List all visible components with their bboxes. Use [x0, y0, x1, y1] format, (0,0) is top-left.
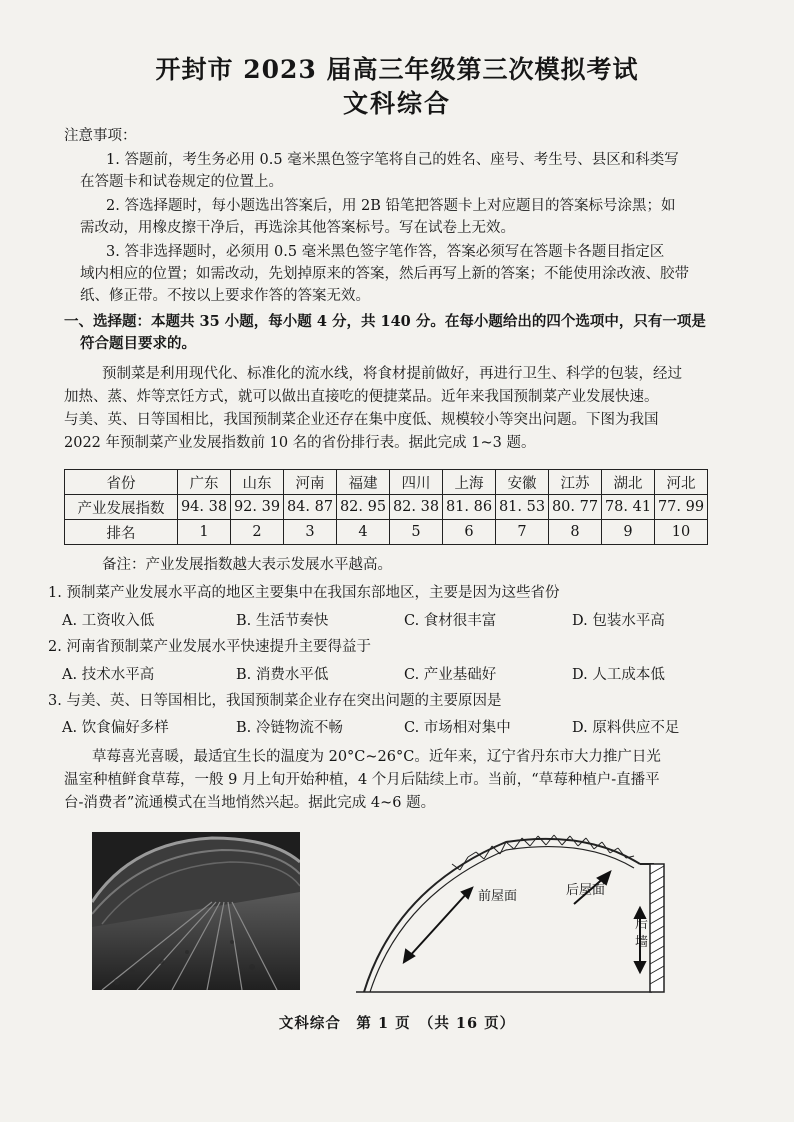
passage-2-line-3: 台-消费者”流通模式在当地悄然兴起。据此完成 4~6 题。 [64, 795, 436, 811]
rank-cell: 6 [443, 520, 496, 545]
front-roof-inner-arc [370, 847, 634, 992]
notice-heading: 注意事项： [64, 128, 137, 144]
q2-option-d[interactable]: D. 人工成本低 [572, 667, 665, 683]
front-roof-arc [364, 839, 640, 992]
q1-option-c[interactable]: C. 食材很丰富 [404, 613, 497, 629]
greenhouse-cross-section [356, 828, 676, 1000]
passage-2-line-2: 温室种植鲜食草莓，一般 9 月上旬开始种植，4 个月后陆续上市。当前，“草莓种植户-直播平 [64, 772, 660, 788]
exam-subtitle: 文科综合 [342, 89, 451, 118]
index-cell: 81. 86 [443, 495, 496, 520]
rank-cell: 8 [549, 520, 602, 545]
passage-1-line-4: 2022 年预制菜产业发展指数前 10 名的省份排行表。据此完成 1~3 题。 [64, 435, 536, 451]
rank-cell: 5 [390, 520, 443, 545]
province-cell: 安徽 [496, 470, 549, 495]
notice-item-2-cont: 需改动，用橡皮擦干净后，再选涂其他答案标号。写在试卷上无效。 [80, 220, 515, 236]
notice-item-2: 2. 答选择题时，每小题选出答案后，用 2B 铅笔把答题卡上对应题目的答案标号涂黑；如 [106, 198, 676, 214]
index-cell: 82. 95 [337, 495, 390, 520]
index-cell: 77. 99 [655, 495, 708, 520]
section-1-heading: 一、选择题：本题共 35 小题，每小题 4 分，共 140 分。在每小题给出的四个选项中，只有一项是 [64, 313, 706, 330]
passage-1-line-2: 加热、蒸、炸等烹饪方式，就可以做出直接吃的便捷菜品。近年来我国预制菜产业发展快速。 [64, 389, 659, 405]
notice-item-1-cont: 在答题卡和试卷规定的位置上。 [80, 174, 283, 190]
passage-2-line-1: 草莓喜光喜暖，最适宜生长的温度为 20°C~26°C。近年来，辽宁省丹东市大力推广日光 [92, 749, 661, 765]
index-cell: 92. 39 [231, 495, 284, 520]
notice-item-3: 3. 答非选择题时，必须用 0.5 毫米黑色签字笔作答，答案必须写在答题卡各题目指定区 [106, 244, 665, 260]
rank-cell: 2 [231, 520, 284, 545]
rank-cell: 1 [178, 520, 231, 545]
q1-option-a[interactable]: A. 工资收入低 [62, 613, 155, 629]
rank-cell: 9 [602, 520, 655, 545]
question-2-stem: 2. 河南省预制菜产业发展水平快速提升主要得益于 [48, 639, 371, 655]
exam-title: 开封市 2023 届高三年级第三次模拟考试 [155, 55, 639, 84]
section-1-heading-cont: 符合题目要求的。 [80, 335, 196, 352]
row-label-rank: 排名 [65, 520, 178, 545]
back-wall-label-1: 后 [635, 917, 649, 932]
q2-option-a[interactable]: A. 技术水平高 [62, 667, 155, 683]
province-cell: 四川 [390, 470, 443, 495]
row-label-index: 产业发展指数 [65, 495, 178, 520]
passage-1-line-1: 预制菜是利用现代化、标准化的流水线，将食材提前做好，再进行卫生、科学的包装，经过 [102, 366, 682, 382]
back-roof-label: 后屋面 [566, 883, 606, 898]
greenhouse-photo [92, 832, 300, 990]
table-row-ranks [65, 520, 708, 545]
index-cell: 94. 38 [178, 495, 231, 520]
rank-cell: 4 [337, 520, 390, 545]
question-3-stem: 3. 与美、英、日等国相比，我国预制菜企业存在突出问题的主要原因是 [48, 693, 502, 709]
rank-cell: 10 [655, 520, 708, 545]
notice-item-1: 1. 答题前，考生务必用 0.5 毫米黑色签字笔将自己的姓名、座号、考生号、县区和科类写 [106, 152, 679, 168]
province-cell: 河北 [655, 470, 708, 495]
index-cell: 78. 41 [602, 495, 655, 520]
truss-structure [452, 835, 634, 870]
q3-option-a[interactable]: A. 饮食偏好多样 [62, 720, 169, 736]
back-wall-label-2: 墙 [635, 935, 649, 950]
table-note: 备注：产业发展指数越大表示发展水平越高。 [102, 557, 392, 573]
passage-1-line-3: 与美、英、日等国相比，我国预制菜企业还存在集中度低、规模较小等突出问题。下图为我国 [64, 412, 659, 428]
front-roof-label: 前屋面 [478, 889, 518, 904]
row-label-province: 省份 [65, 470, 178, 495]
province-cell: 湖北 [602, 470, 655, 495]
index-cell: 81. 53 [496, 495, 549, 520]
q3-option-b[interactable]: B. 冷链物流不畅 [236, 720, 343, 736]
q1-option-b[interactable]: B. 生活节奏快 [236, 613, 329, 629]
page-footer: 文科综合 第 1 页 （共 16 页） [278, 1015, 516, 1032]
q2-option-b[interactable]: B. 消费水平低 [236, 667, 329, 683]
greenhouse-photo-drawing [92, 832, 300, 990]
index-cell: 82. 38 [390, 495, 443, 520]
province-ranking-table [64, 469, 708, 545]
table-row-provinces [65, 470, 708, 495]
index-cell: 84. 87 [284, 495, 337, 520]
province-cell: 山东 [231, 470, 284, 495]
province-cell: 江苏 [549, 470, 602, 495]
notice-item-3-cont2: 纸、修正带。不按以上要求作答的答案无效。 [80, 288, 370, 304]
question-1-stem: 1. 预制菜产业发展水平高的地区主要集中在我国东部地区，主要是因为这些省份 [48, 585, 560, 601]
q3-option-d[interactable]: D. 原料供应不足 [572, 720, 680, 736]
q2-option-c[interactable]: C. 产业基础好 [404, 667, 497, 683]
greenhouse-diagram [356, 828, 676, 1004]
province-cell: 广东 [178, 470, 231, 495]
table-row-indices [65, 495, 708, 520]
q1-option-d[interactable]: D. 包装水平高 [572, 613, 665, 629]
index-cell: 80. 77 [549, 495, 602, 520]
province-cell: 上海 [443, 470, 496, 495]
province-cell: 福建 [337, 470, 390, 495]
rank-cell: 3 [284, 520, 337, 545]
q3-option-c[interactable]: C. 市场相对集中 [404, 720, 511, 736]
front-roof-arrow [404, 888, 472, 962]
rank-cell: 7 [496, 520, 549, 545]
province-cell: 河南 [284, 470, 337, 495]
notice-item-3-cont: 域内相应的位置；如需改动，先划掉原来的答案，然后再写上新的答案；不能使用涂改液、胶带 [80, 266, 689, 282]
